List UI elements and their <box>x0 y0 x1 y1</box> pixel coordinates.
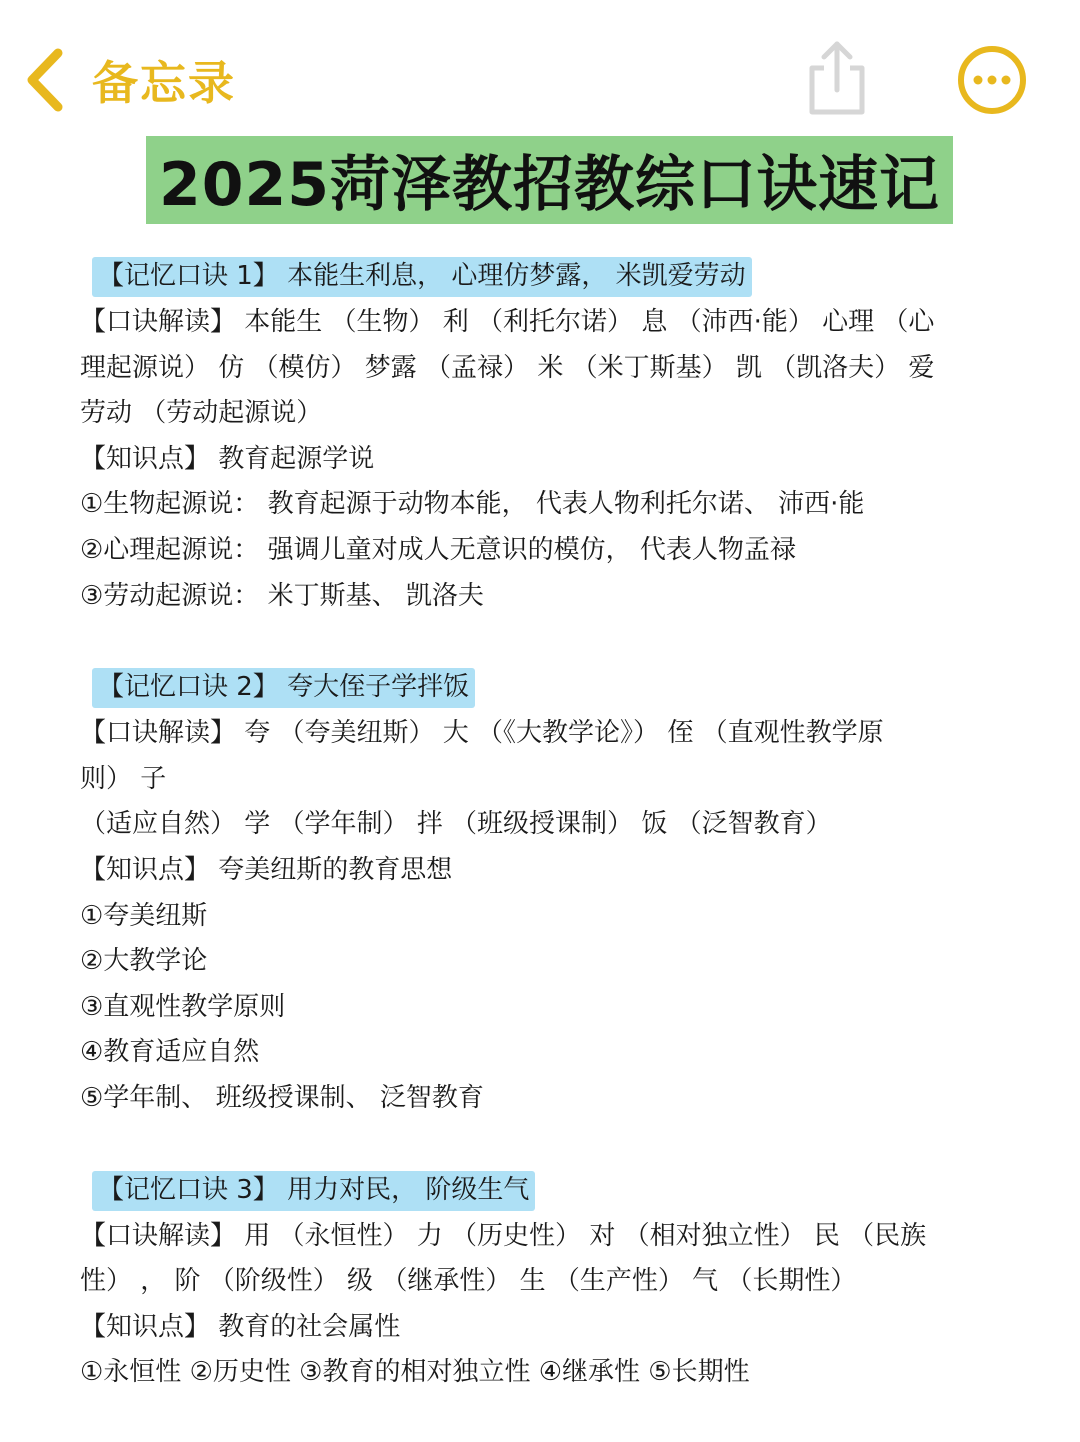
more-options-button[interactable] <box>956 44 1028 116</box>
explanation-line: 【口诀解读】 本能生 （生物） 利 （利托尔诺） 息 （沛西·能） 心理 （心 <box>80 307 935 337</box>
top-nav-bar <box>0 0 1080 130</box>
list-item: ①永恒性 ②历史性 ③教育的相对独立性 ④继承性 ⑤长期性 <box>80 1357 750 1388</box>
share-icon <box>804 38 870 118</box>
list-item: ①夸美纽斯 <box>80 900 208 931</box>
share-button[interactable] <box>804 38 870 118</box>
mnemonic-section-1 <box>80 254 1000 619</box>
mnemonic-section-2 <box>80 665 1000 1121</box>
back-label: 备忘录 <box>92 56 236 110</box>
list-item: ③劳动起源说： 米丁斯基、 凯洛夫 <box>80 580 484 611</box>
more-icon <box>956 44 1028 116</box>
explanation-line: 理起源说） 仿 （模仿） 梦露 （孟禄） 米 （米丁斯基） 凯 （凯洛夫） 爱 <box>80 352 935 383</box>
mnemonic-heading: 【记忆口诀 1】 本能生利息， 心理仿梦露， 米凯爱劳动 <box>92 257 752 297</box>
list-item: ②心理起源说： 强调儿童对成人无意识的模仿， 代表人物孟禄 <box>80 534 796 565</box>
list-item: ①生物起源说： 教育起源于动物本能， 代表人物利托尔诺、 沛西·能 <box>80 489 865 520</box>
mnemonic-section-3 <box>80 1168 1000 1396</box>
explanation-line: 则） 子 <box>80 763 167 794</box>
explanation-line: （适应自然） 学 （学年制） 拌 （班级授课制） 饭 （泛智教育） <box>80 809 832 840</box>
explanation-line: 劳动 （劳动起源说） <box>80 398 323 429</box>
back-button[interactable] <box>22 40 236 120</box>
page-title: 2025菏泽教招教综口诀速记 <box>159 150 940 220</box>
title-banner <box>146 136 953 224</box>
explanation-line: 【口诀解读】 夸 （夸美纽斯） 大 （《大教学论》） 侄 （直观性教学原 <box>80 718 884 749</box>
list-item: ⑤学年制、 班级授课制、 泛智教育 <box>80 1082 484 1113</box>
list-item: ②大教学论 <box>80 946 208 977</box>
mnemonic-heading: 【记忆口诀 3】 用力对民， 阶级生气 <box>92 1171 535 1211</box>
explanation-line: 性） ， 阶 （阶级性） 级 （继承性） 生 （生产性） 气 （长期性） <box>80 1266 857 1297</box>
chevron-left-icon <box>22 47 66 113</box>
note-content <box>80 254 1000 1442</box>
explanation-line: 【口诀解读】 用 （永恒性） 力 （历史性） 对 （相对独立性） 民 （民族 <box>80 1220 927 1251</box>
knowledge-point-line: 【知识点】 教育的社会属性 <box>80 1311 401 1342</box>
list-item: ④教育适应自然 <box>80 1037 260 1068</box>
mnemonic-heading: 【记忆口诀 2】 夸大侄子学拌饭 <box>92 668 475 708</box>
knowledge-point-line: 【知识点】 夸美纽斯的教育思想 <box>80 854 453 885</box>
knowledge-point-line: 【知识点】 教育起源学说 <box>80 443 375 474</box>
list-item: ③直观性教学原则 <box>80 991 286 1022</box>
